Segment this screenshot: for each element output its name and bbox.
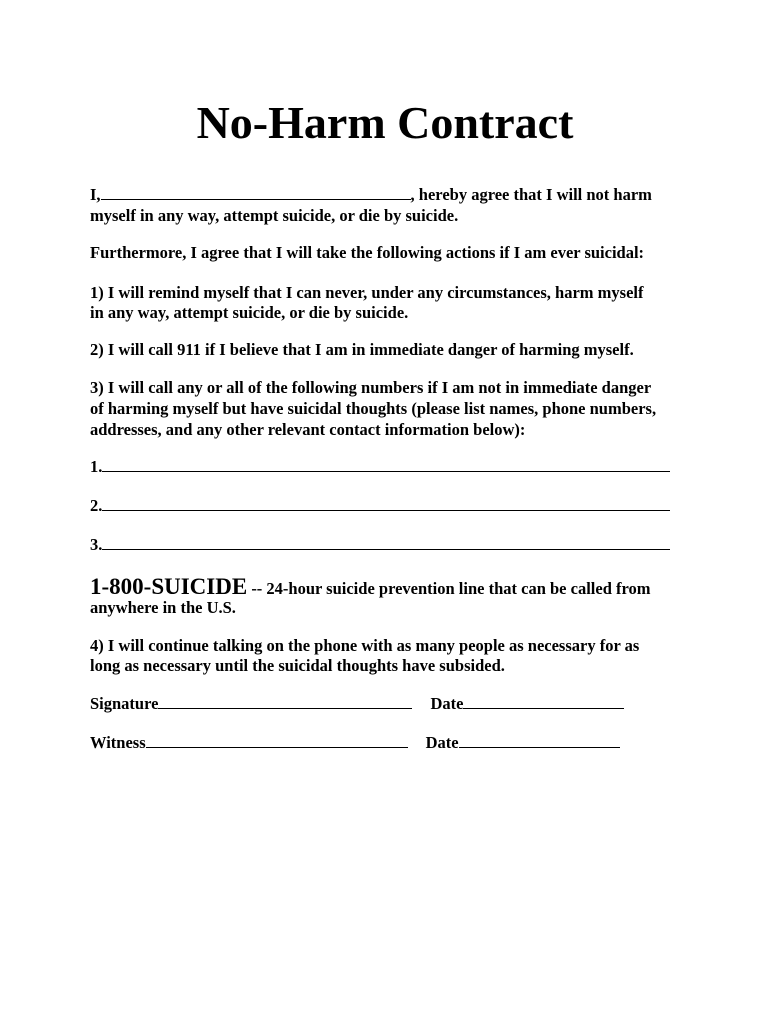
intro-prefix: I,: [90, 185, 101, 204]
item3-line-3: addresses, and any other relevant contact information below):: [90, 420, 526, 439]
intro-after-blank: , hereby agree that I will not harm: [410, 185, 652, 204]
contact-label: 1.: [90, 457, 103, 476]
furthermore-text: Furthermore, I agree that I will take the following actions if I am ever suicidal:: [90, 243, 645, 262]
contact-field-2[interactable]: [102, 496, 670, 511]
signature-field[interactable]: [158, 694, 412, 709]
witness-field[interactable]: [146, 733, 408, 748]
date-label: Date: [430, 694, 464, 713]
hotline-desc: -- 24-hour suicide prevention line that can be called from: [247, 579, 651, 598]
item1-line-1: 1) I will remind myself that I can never, under any circumstances, harm myself: [90, 283, 644, 302]
contact-label: 3.: [90, 535, 103, 554]
contact-line-1: [90, 457, 690, 477]
contact-label: 2.: [90, 496, 103, 515]
intro-line-2: myself in any way, attempt suicide, or die by suicide.: [90, 206, 459, 225]
name-field[interactable]: [101, 185, 411, 200]
signature-label: Signature: [90, 694, 159, 713]
witness-row: [90, 733, 690, 753]
item3-line-2: of harming myself but have suicidal thoughts (please list names, phone numbers,: [90, 399, 657, 418]
item4-line-1: 4) I will continue talking on the phone with as many people as necessary for as: [90, 636, 640, 655]
hotline-line-2: anywhere in the U.S.: [90, 598, 236, 617]
date-label: Date: [425, 733, 459, 752]
contact-field-3[interactable]: [102, 535, 670, 550]
item2-text: 2) I will call 911 if I believe that I am in immediate danger of harming myself.: [90, 340, 634, 359]
contact-line-3: [90, 535, 690, 555]
witness-label: Witness: [90, 733, 146, 752]
item4-line-2: long as necessary until the suicidal thoughts have subsided.: [90, 656, 505, 675]
intro-line-1: [90, 185, 690, 205]
contact-field-1[interactable]: [102, 457, 670, 472]
item3-line-1: 3) I will call any or all of the following numbers if I am not in immediate danger: [90, 378, 652, 397]
signature-date-field[interactable]: [463, 694, 624, 709]
page-title: No-Harm Contract: [196, 97, 574, 148]
contact-line-2: [90, 496, 690, 516]
witness-date-field[interactable]: [459, 733, 620, 748]
signature-row: [90, 694, 690, 714]
item1-line-2: in any way, attempt suicide, or die by suicide.: [90, 303, 409, 322]
hotline-number: 1-800-SUICIDE: [90, 574, 248, 599]
